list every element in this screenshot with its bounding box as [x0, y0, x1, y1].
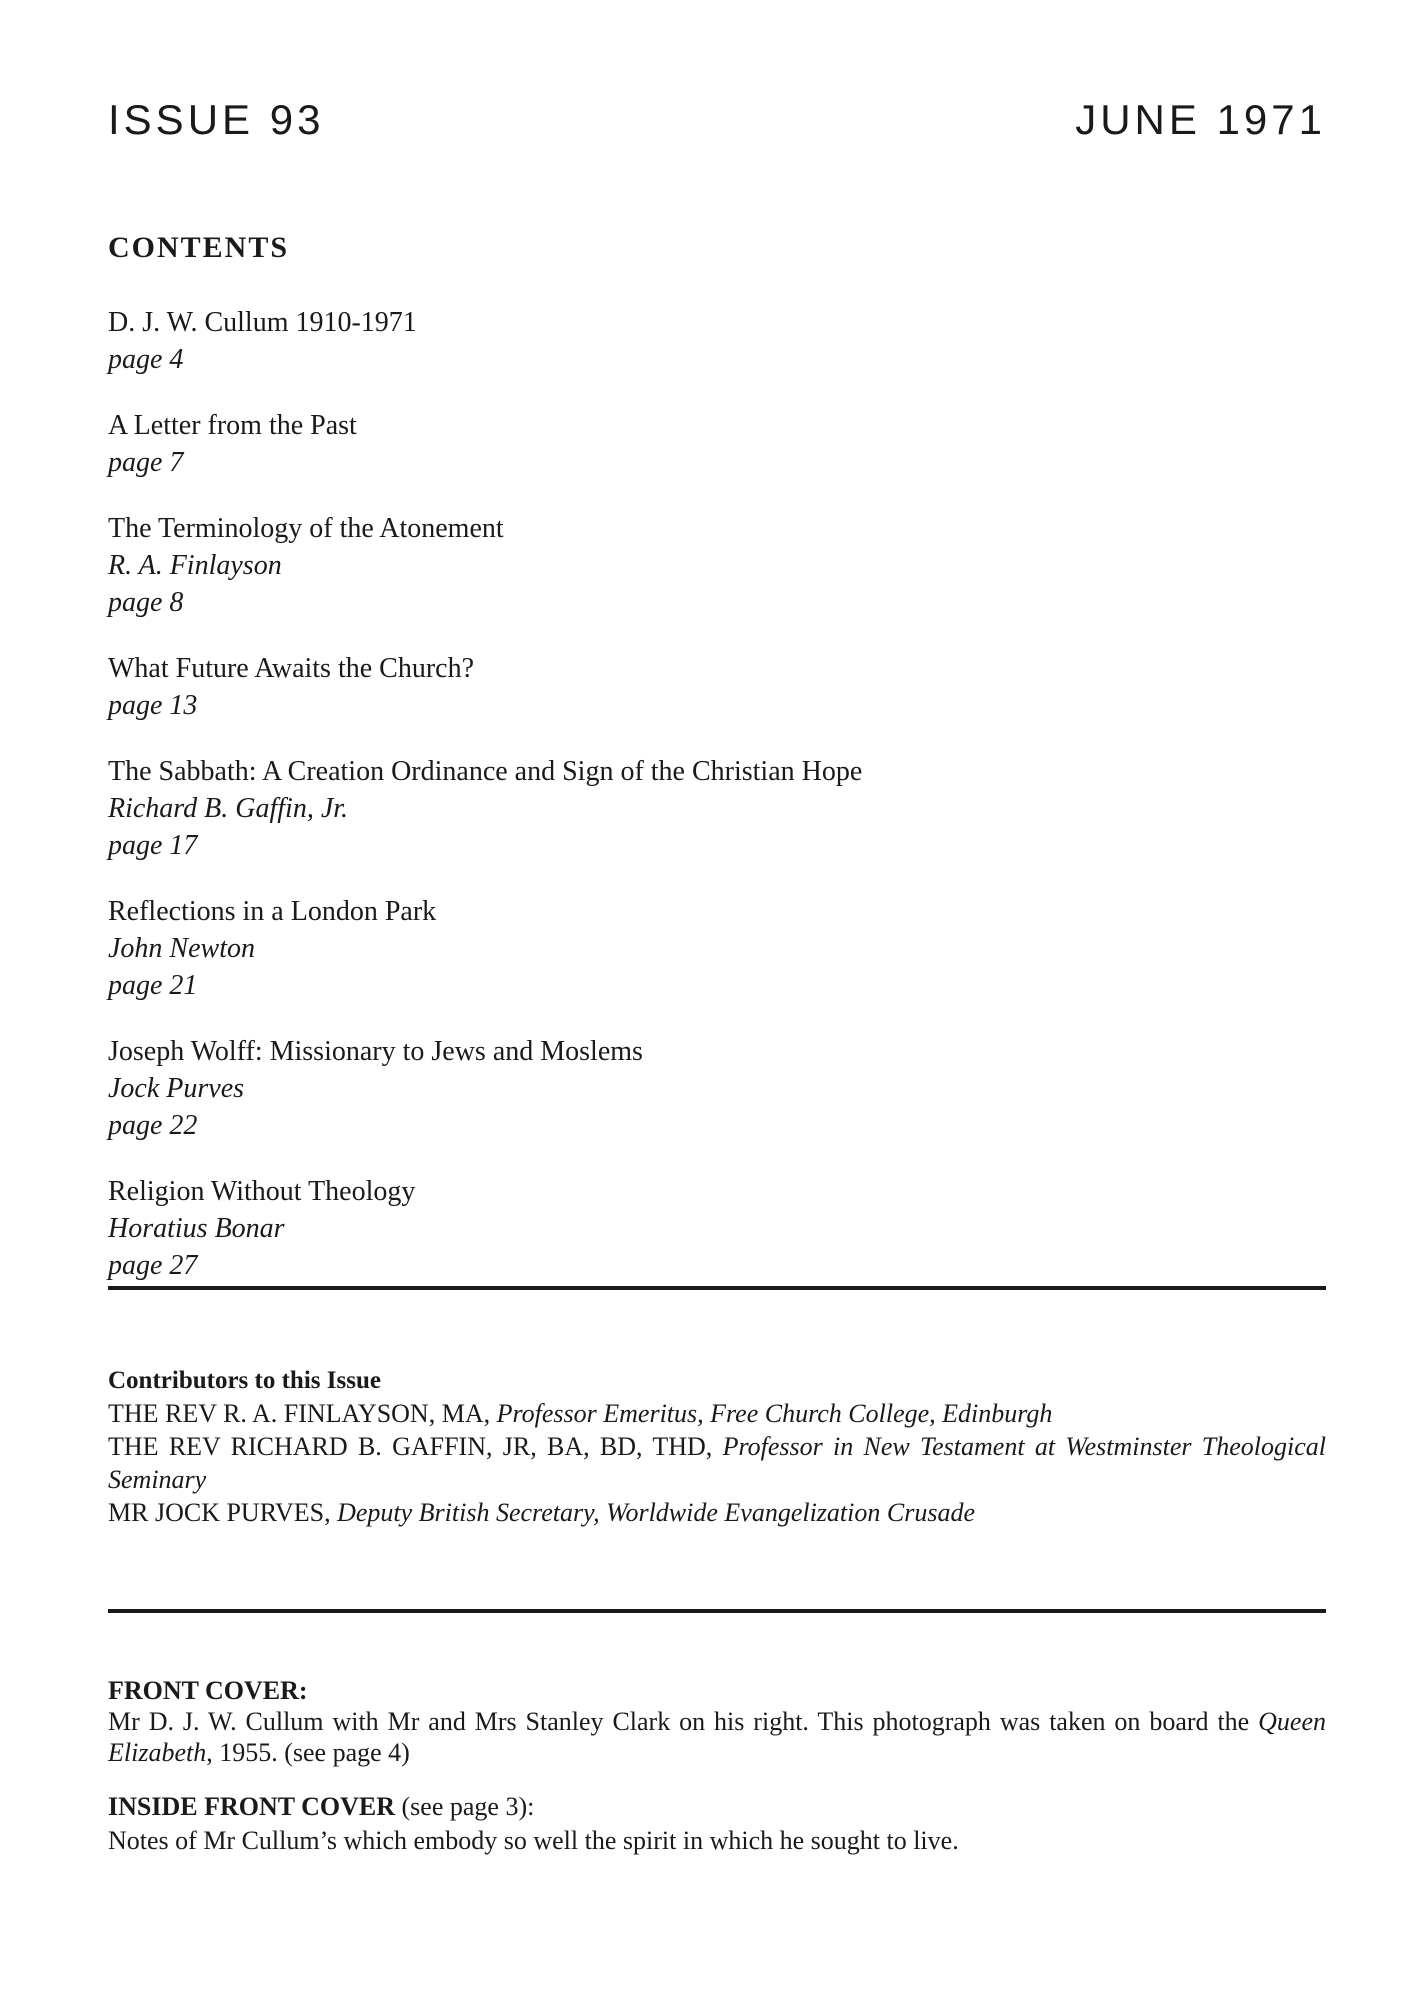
toc-entry: [108, 753, 1326, 864]
toc-entry-page: page 17: [108, 830, 198, 861]
front-cover-caption-text: Mr D. J. W. Cullum with Mr and Mrs Stanley Clark on his right. This photograph was taken on board the: [108, 1707, 1259, 1736]
contributors-heading: Contributors to this Issue: [108, 1367, 381, 1394]
toc-entry-author: R. A. Finlayson: [108, 550, 282, 581]
front-cover-caption-tail: , 1955. (see page 4): [206, 1738, 410, 1767]
toc-entry-author: John Newton: [108, 933, 255, 964]
contributor-item: [108, 1496, 1326, 1529]
inside-front-cover-page-ref: (see page 3):: [395, 1792, 535, 1821]
front-cover-section: [108, 1675, 1326, 1768]
divider-rule-bottom: [108, 1609, 1326, 1613]
contributor-name: THE REV RICHARD B. GAFFIN, JR, BA, BD, THD,: [108, 1432, 723, 1461]
contents-heading: CONTENTS: [108, 231, 290, 264]
contributor-role: Professor in New Testament at Westminster Theological Seminary: [108, 1432, 1327, 1494]
toc-entry-page: page 13: [108, 690, 198, 721]
toc-entry: [108, 1033, 1326, 1144]
toc-entry-page: page 27: [108, 1250, 198, 1281]
toc-entry-author: Richard B. Gaffin, Jr.: [108, 793, 349, 824]
toc-entry-title: Religion Without Theology: [108, 1176, 416, 1207]
toc-entry-title: Joseph Wolff: Missionary to Jews and Moslems: [108, 1036, 643, 1067]
toc-entry-author: Jock Purves: [108, 1073, 245, 1104]
toc-entry-title: A Letter from the Past: [108, 410, 357, 441]
contributor-role: Deputy British Secretary, Worldwide Evangelization Crusade: [337, 1498, 975, 1527]
toc-entry-title: Reflections in a London Park: [108, 896, 437, 927]
masthead: [108, 96, 1326, 144]
toc-entry: [108, 304, 1326, 378]
issue-date: JUNE 1971: [1075, 96, 1326, 143]
inside-front-cover-title: INSIDE FRONT COVER: [108, 1792, 396, 1821]
toc-entry-title: The Terminology of the Atonement: [108, 513, 504, 544]
contributor-item: [108, 1430, 1326, 1496]
toc-entry: [108, 407, 1326, 481]
inside-front-cover-heading: [108, 1790, 1326, 1824]
inside-front-cover-note: Notes of Mr Cullum’s which embody so well the spirit in which he sought to live.: [108, 1826, 959, 1855]
contributor-name: MR JOCK PURVES,: [108, 1498, 338, 1527]
contributors-section: [108, 1364, 1326, 1529]
contributor-item: [108, 1397, 1326, 1430]
toc-entry-page: page 7: [108, 447, 184, 478]
front-cover-caption: [108, 1706, 1326, 1768]
ship-name: Queen Elizabeth: [108, 1707, 1326, 1767]
toc-entry-page: page 8: [108, 587, 184, 618]
toc-entry: [108, 510, 1326, 621]
toc-entry-title: D. J. W. Cullum 1910-1971: [108, 307, 417, 338]
divider-rule-top: [108, 1286, 1326, 1290]
front-cover-heading: FRONT COVER:: [108, 1676, 308, 1705]
toc-entry: [108, 650, 1326, 724]
toc-entry: [108, 1173, 1326, 1284]
toc-entry: [108, 893, 1326, 1004]
contributor-name: THE REV R. A. FINLAYSON, MA,: [108, 1399, 497, 1428]
toc-entry-page: page 21: [108, 970, 198, 1001]
toc-entry-title: The Sabbath: A Creation Ordinance and Sign of the Christian Hope: [108, 756, 863, 787]
toc-entry-title: What Future Awaits the Church?: [108, 653, 475, 684]
toc-entry-page: page 22: [108, 1110, 198, 1141]
table-of-contents: [108, 304, 1326, 1284]
inside-front-cover-section: [108, 1790, 1326, 1858]
toc-entry-page: page 4: [108, 344, 184, 375]
issue-number: ISSUE 93: [108, 96, 325, 143]
toc-entry-author: Horatius Bonar: [108, 1213, 285, 1244]
contributor-role: Professor Emeritus, Free Church College, Edinburgh: [496, 1399, 1053, 1428]
